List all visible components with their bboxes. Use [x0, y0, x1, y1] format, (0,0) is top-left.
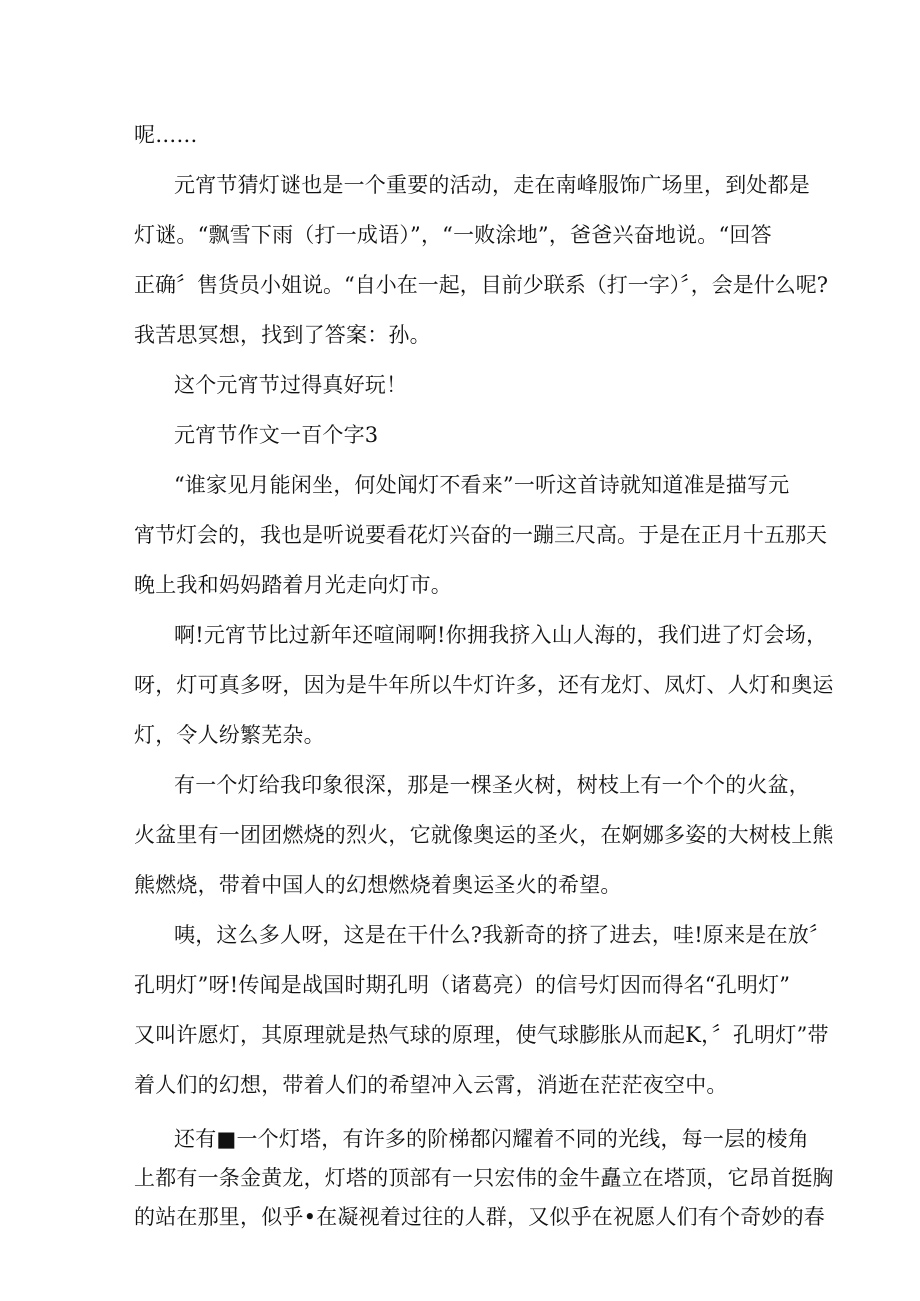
paragraph-line: 咦，这么多人呀，这是在干什么?我新奇的挤了进去，哇!原来是在放〞 [174, 923, 831, 947]
text-line: 灯谜。“飘雪下雨（打一成语）”，“一败涂地”，爸爸兴奋地说。“回答 [134, 223, 772, 247]
text-line: 又叫许愿灯，其原理就是热气球的原理，使气球膨胀从而起K，〞孔明灯”带 [134, 1023, 829, 1047]
text-line: 上都有一条金黄龙，灯塔的顶部有一只宏伟的金牛矗立在塔顶，它昂首挺胸 [134, 1166, 834, 1190]
text-line: 的站在那里，似乎•在凝视着过往的人群，又似乎在祝愿人们有个奇妙的春 [134, 1205, 825, 1229]
text-line: 宵节灯会的，我也是听说要看花灯兴奋的一蹦三尺高。于是在正月十五那天 [134, 523, 827, 547]
text-line: 晚上我和妈妈踏着月光走向灯市。 [134, 573, 452, 597]
text-line: 孔明灯”呀!传闻是战国时期孔明（诸葛亮）的信号灯因而得名“孔明灯” [134, 973, 791, 997]
text-line: 灯，令人纷繁芜杂。 [134, 723, 325, 747]
paragraph-line: 啊!元宵节比过新年还喧闹啊!你拥我挤入山人海的，我们进了灯会场， [174, 623, 828, 647]
text-line: 呢…… [134, 123, 198, 147]
text-line: 呀，灯可真多呀，因为是牛年所以牛灯许多，还有龙灯、凤灯、人灯和奥运 [134, 673, 834, 697]
paragraph-line: 还有■一个灯塔，有许多的阶梯都闪耀着不同的光线，每一层的棱角 [174, 1127, 809, 1151]
text-line: 正确〞售货员小姐说。“自小在一起，目前少联系（打一字）〞，会是什么呢? [134, 273, 828, 297]
text-line: 火盆里有一团团燃烧的烈火，它就像奥运的圣火，在婀娜多姿的大树枝上熊 [134, 823, 834, 847]
section-heading: 元宵节作文一百个字3 [174, 423, 379, 447]
text-line: 着人们的幻想，带着人们的希望冲入云霄，消逝在茫茫夜空中。 [134, 1073, 728, 1097]
paragraph-line: “谁家见月能闲坐，何处闻灯不看来”一听这首诗就知道准是描写元 [174, 473, 790, 497]
paragraph-line: 有一个灯给我印象很深，那是一棵圣火树，树枝上有一个个的火盆， [174, 773, 810, 797]
text-line: 熊燃烧，带着中国人的幻想燃烧着奥运圣火的希望。 [134, 873, 622, 897]
paragraph-line: 元宵节猜灯谜也是一个重要的活动，走在南峰服饰广场里，到处都是 [174, 173, 810, 197]
text-line: 我苦思冥想，找到了答案：孙。 [134, 323, 431, 347]
paragraph-line: 这个元宵节过得真好玩！ [174, 373, 408, 397]
